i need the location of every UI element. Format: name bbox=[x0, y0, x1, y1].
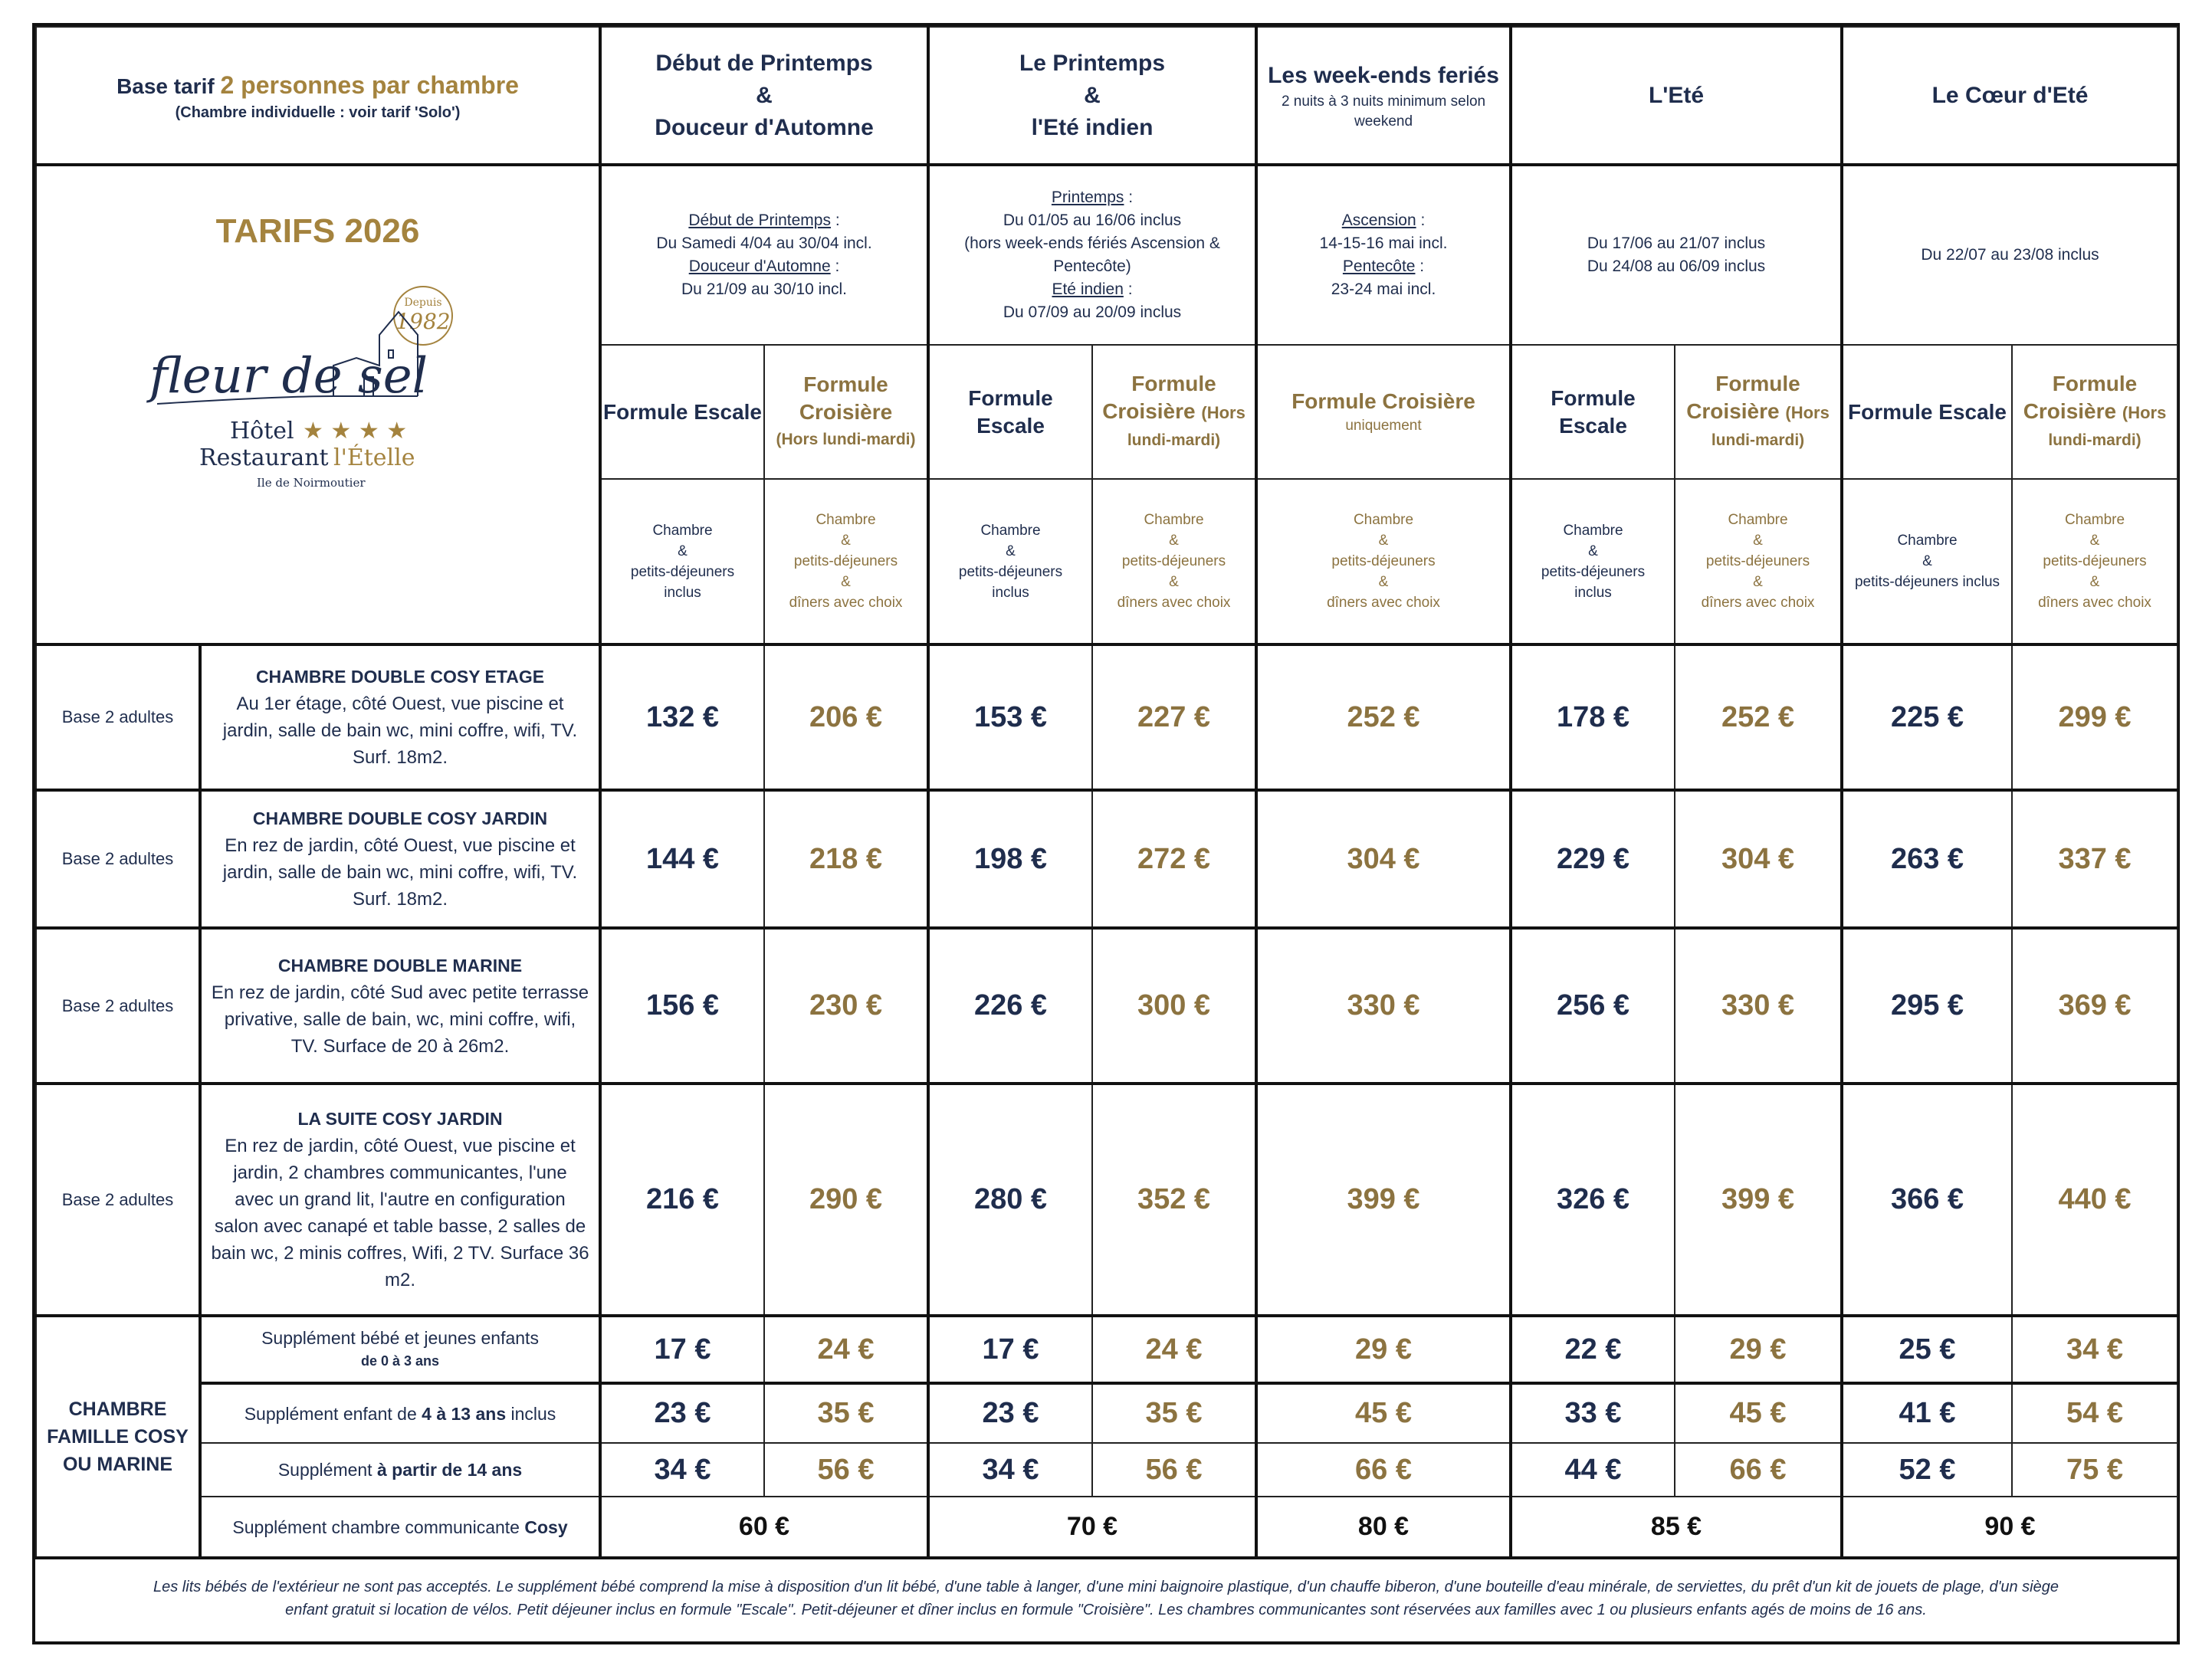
season-3-line3: weekend bbox=[1354, 113, 1413, 130]
logo-stars: ★ ★ ★ ★ bbox=[302, 418, 407, 444]
date-note-printemps-1: (hors week-ends fériés Ascension & bbox=[964, 234, 1220, 252]
dates-season-1: Début de Printemps : Du Samedi 4/04 au 30/04 incl. Douceur d'Automne : Du 21/09 au 30/10 incl. bbox=[600, 165, 928, 345]
room-title: CHAMBRE DOUBLE MARINE bbox=[277, 955, 523, 975]
date-text-printemps: Du 01/05 au 16/06 inclus bbox=[1003, 211, 1182, 229]
price-cell: 153 € bbox=[928, 644, 1092, 790]
inclus-croisiere-1: Chambre & petits-déjeuners & dîners avec choix bbox=[764, 479, 928, 644]
price-cell: 156 € bbox=[600, 928, 764, 1084]
date-coeur-ete: Du 22/07 au 23/08 inclus bbox=[1921, 246, 2099, 264]
room-row bbox=[36, 644, 2178, 790]
date-text-douceur: Du 21/09 au 30/10 incl. bbox=[681, 280, 848, 298]
supplement-row bbox=[36, 1316, 2178, 1383]
dates-season-4 bbox=[1511, 165, 1842, 345]
price-cell: 25 € bbox=[1842, 1316, 2012, 1383]
season-5-line1: Le Cœur d'Eté bbox=[1931, 82, 2089, 108]
footer-line-1: Les lits bébés de l'extérieur ne sont pas acceptés. Le supplément bébé comprend la mise à disposition d'un lit bébé, d'une table à langer, d'une mini baignoire plastique, d'un chauffe biberon, d'une bouteille d'eau minérale, de serviettes, du prêt d'un kit de jouets de plage, d'un siège bbox=[153, 1579, 2059, 1595]
room-row bbox=[36, 790, 2178, 928]
inclus-croisiere-2: Chambre & petits-déjeuners & dîners avec choix bbox=[1092, 479, 1256, 644]
price-cell: 178 € bbox=[1511, 644, 1675, 790]
price-cell: 330 € bbox=[1675, 928, 1842, 1084]
date-note-printemps-2: Pentecôte) bbox=[1053, 257, 1131, 275]
season-2-line3: l'Eté indien bbox=[1031, 114, 1154, 140]
season-1-line1: Début de Printemps bbox=[655, 50, 873, 76]
formule-croisiere-3: Formule Croisière uniquement bbox=[1256, 345, 1511, 479]
logo-hotel: Hôtel bbox=[229, 418, 294, 444]
tariff-sheet bbox=[32, 23, 2180, 1644]
price-cell: 304 € bbox=[1256, 790, 1511, 928]
price-cell: 304 € bbox=[1675, 790, 1842, 928]
price-cell: 330 € bbox=[1256, 928, 1511, 1084]
season-5-header bbox=[1842, 27, 2178, 165]
room-title: CHAMBRE DOUBLE COSY JARDIN bbox=[252, 808, 548, 828]
date-text-pentecote: 23-24 mai incl. bbox=[1331, 280, 1436, 298]
price-cell: 29 € bbox=[1256, 1316, 1511, 1383]
date-ete-1: Du 17/06 au 21/07 inclus bbox=[1587, 234, 1766, 252]
price-cell: 263 € bbox=[1842, 790, 2012, 928]
room-description: CHAMBRE DOUBLE COSY JARDIN En rez de jardin, côté Ouest, vue piscine et jardin, salle de bain wc, mini coffre, wifi, TV. Surf. 18m2. bbox=[200, 790, 600, 928]
price-cell: 290 € bbox=[764, 1084, 928, 1316]
price-cell: 33 € bbox=[1511, 1383, 1675, 1443]
communicante-row bbox=[36, 1497, 2178, 1558]
price-cell: 29 € bbox=[1675, 1316, 1842, 1383]
communicante-label: Supplément chambre communicante Cosy bbox=[200, 1497, 600, 1558]
price-cell: 75 € bbox=[2012, 1443, 2178, 1497]
date-text-ete-indien: Du 07/09 au 20/09 inclus bbox=[1003, 303, 1182, 321]
season-4-header bbox=[1511, 27, 1842, 165]
inclus-escale-2: Chambre & petits-déjeuners inclus bbox=[928, 479, 1092, 644]
season-2-header bbox=[928, 27, 1256, 165]
formule-escale-5: Formule Escale bbox=[1842, 345, 2012, 479]
price-cell: 56 € bbox=[764, 1443, 928, 1497]
price-cell: 369 € bbox=[2012, 928, 2178, 1084]
price-cell: 66 € bbox=[1256, 1443, 1511, 1497]
price-cell: 366 € bbox=[1842, 1084, 2012, 1316]
date-label-debut: Début de Printemps bbox=[688, 211, 831, 229]
date-text-ascension: 14-15-16 mai incl. bbox=[1319, 234, 1448, 252]
formule-escale-4: Formule Escale bbox=[1511, 345, 1675, 479]
price-cell: 216 € bbox=[600, 1084, 764, 1316]
date-label-printemps: Printemps bbox=[1051, 189, 1124, 206]
price-cell: 23 € bbox=[600, 1383, 764, 1443]
tariff-table bbox=[35, 26, 2178, 1559]
inclus-croisiere-4: Chambre & petits-déjeuners & dîners avec choix bbox=[1675, 479, 1842, 644]
price-cell: 337 € bbox=[2012, 790, 2178, 928]
price-cell: 85 € bbox=[1511, 1497, 1842, 1558]
date-label-douceur: Douceur d'Automne bbox=[688, 257, 831, 275]
logo-depuis: Depuis bbox=[403, 297, 442, 309]
price-cell: 230 € bbox=[764, 928, 928, 1084]
inclus-croisiere-3: Chambre & petits-déjeuners & dîners avec choix bbox=[1256, 479, 1511, 644]
formule-croisiere-4: Formule Croisière (Hors lundi-mardi) bbox=[1675, 345, 1842, 479]
room-row bbox=[36, 1084, 2178, 1316]
logo-cell bbox=[36, 165, 600, 644]
formule-croisiere-2: Formule Croisière (Hors lundi-mardi) bbox=[1092, 345, 1256, 479]
room-base: Base 2 adultes bbox=[36, 644, 200, 790]
logo-etelle: l'Ételle bbox=[333, 444, 415, 471]
price-cell: 252 € bbox=[1256, 644, 1511, 790]
date-label-pentecote: Pentecôte bbox=[1342, 257, 1416, 275]
logo-restaurant: Restaurant bbox=[199, 444, 329, 471]
season-2-line1: Le Printemps bbox=[1019, 50, 1166, 76]
footer-notes bbox=[35, 1565, 2177, 1641]
price-cell: 66 € bbox=[1675, 1443, 1842, 1497]
inclus-croisiere-5: Chambre & petits-déjeuners & dîners avec choix bbox=[2012, 479, 2178, 644]
price-cell: 399 € bbox=[1675, 1084, 1842, 1316]
base-tarif-cell bbox=[36, 27, 600, 165]
price-cell: 54 € bbox=[2012, 1383, 2178, 1443]
price-cell: 226 € bbox=[928, 928, 1092, 1084]
room-base: Base 2 adultes bbox=[36, 928, 200, 1084]
price-cell: 252 € bbox=[1675, 644, 1842, 790]
price-cell: 272 € bbox=[1092, 790, 1256, 928]
price-cell: 198 € bbox=[928, 790, 1092, 928]
famille-label: CHAMBRE FAMILLE COSY OU MARINE bbox=[36, 1316, 200, 1558]
logo-brand: fleur de sel bbox=[149, 348, 428, 405]
base-prefix: Base tarif bbox=[117, 74, 221, 98]
inclus-escale-1: Chambre & petits-déjeuners inclus bbox=[600, 479, 764, 644]
logo-castle-icon bbox=[103, 281, 533, 511]
footer-line-2: enfant gratuit si location de vélos. Petit déjeuner inclus en formule "Escale". Petit-déjeuner et dîner inclus en formule "Croisière". Les chambres communicantes sont réservées aux familles avec 1 ou plusieurs enfants agés de moins de 16 ans. bbox=[285, 1602, 1927, 1618]
price-cell: 299 € bbox=[2012, 644, 2178, 790]
room-description: CHAMBRE DOUBLE COSY ETAGE Au 1er étage, côté Ouest, vue piscine et jardin, salle de bain wc, mini coffre, wifi, TV. Surf. 18m2. bbox=[200, 644, 600, 790]
price-cell: 225 € bbox=[1842, 644, 2012, 790]
price-cell: 352 € bbox=[1092, 1084, 1256, 1316]
supplement-label: Supplément à partir de 14 ans bbox=[200, 1443, 600, 1497]
price-cell: 132 € bbox=[600, 644, 764, 790]
season-3-header bbox=[1256, 27, 1511, 165]
season-2-line2: & bbox=[1084, 82, 1101, 108]
price-cell: 34 € bbox=[928, 1443, 1092, 1497]
price-cell: 35 € bbox=[1092, 1383, 1256, 1443]
price-cell: 70 € bbox=[928, 1497, 1256, 1558]
season-1-line3: Douceur d'Automne bbox=[655, 114, 874, 140]
formule-croisiere-1: Formule Croisière (Hors lundi-mardi) bbox=[764, 345, 928, 479]
price-cell: 399 € bbox=[1256, 1084, 1511, 1316]
price-cell: 300 € bbox=[1092, 928, 1256, 1084]
price-cell: 44 € bbox=[1511, 1443, 1675, 1497]
room-description: LA SUITE COSY JARDIN En rez de jardin, côté Ouest, vue piscine et jardin, 2 chambres communicantes, l'une avec un grand lit, l'autre en configuration salon avec canapé et table basse, 2 salles de bain wc, 2 minis coffres, Wifi, 2 TV. Surface 36 m2. bbox=[200, 1084, 600, 1316]
hotel-logo bbox=[103, 281, 533, 511]
room-row bbox=[36, 928, 2178, 1084]
dates-season-3: Ascension : 14-15-16 mai incl. Pentecôte : 23-24 mai incl. bbox=[1256, 165, 1511, 345]
price-cell: 440 € bbox=[2012, 1084, 2178, 1316]
formule-escale-2: Formule Escale bbox=[928, 345, 1092, 479]
date-label-ete-indien: Eté indien bbox=[1052, 280, 1124, 298]
price-cell: 52 € bbox=[1842, 1443, 2012, 1497]
price-cell: 34 € bbox=[2012, 1316, 2178, 1383]
logo-place: Ile de Noirmoutier bbox=[256, 476, 366, 490]
price-cell: 326 € bbox=[1511, 1084, 1675, 1316]
price-cell: 280 € bbox=[928, 1084, 1092, 1316]
room-title: LA SUITE COSY JARDIN bbox=[297, 1109, 503, 1129]
price-cell: 34 € bbox=[600, 1443, 764, 1497]
price-cell: 22 € bbox=[1511, 1316, 1675, 1383]
price-cell: 24 € bbox=[764, 1316, 928, 1383]
price-cell: 295 € bbox=[1842, 928, 2012, 1084]
season-1-header bbox=[600, 27, 928, 165]
logo-year: 1982 bbox=[395, 309, 451, 334]
supplement-row bbox=[36, 1383, 2178, 1443]
formule-escale-1: Formule Escale bbox=[600, 345, 764, 479]
price-cell: 23 € bbox=[928, 1383, 1092, 1443]
supplement-row bbox=[36, 1443, 2178, 1497]
price-cell: 256 € bbox=[1511, 928, 1675, 1084]
price-cell: 24 € bbox=[1092, 1316, 1256, 1383]
price-cell: 90 € bbox=[1842, 1497, 2178, 1558]
formule-croisiere-5: Formule Croisière (Hors lundi-mardi) bbox=[2012, 345, 2178, 479]
price-cell: 17 € bbox=[928, 1316, 1092, 1383]
season-3-line2: 2 nuits à 3 nuits minimum selon bbox=[1281, 93, 1486, 110]
inclus-escale-4: Chambre & petits-déjeuners inclus bbox=[1511, 479, 1675, 644]
supplement-label: Supplément enfant de 4 à 13 ans inclus bbox=[200, 1383, 600, 1443]
price-cell: 35 € bbox=[764, 1383, 928, 1443]
room-base: Base 2 adultes bbox=[36, 790, 200, 928]
price-cell: 60 € bbox=[600, 1497, 928, 1558]
price-cell: 17 € bbox=[600, 1316, 764, 1383]
dates-season-2: Printemps : Du 01/05 au 16/06 inclus (hors week-ends fériés Ascension & Pentecôte) Eté indien : Du 07/09 au 20/09 inclus bbox=[928, 165, 1256, 345]
price-cell: 144 € bbox=[600, 790, 764, 928]
room-description: CHAMBRE DOUBLE MARINE En rez de jardin, côté Sud avec petite terrasse privative, salle de bain, wc, mini coffre, wifi, TV. Surface de 20 à 26m2. bbox=[200, 928, 600, 1084]
inclus-escale-5: Chambre & petits-déjeuners inclus bbox=[1842, 479, 2012, 644]
base-note: (Chambre individuelle : voir tarif 'Solo') bbox=[175, 103, 461, 121]
price-cell: 41 € bbox=[1842, 1383, 2012, 1443]
price-cell: 206 € bbox=[764, 644, 928, 790]
price-cell: 45 € bbox=[1675, 1383, 1842, 1443]
supplement-label: Supplément bébé et jeunes enfants de 0 à 3 ans bbox=[200, 1316, 600, 1383]
room-base: Base 2 adultes bbox=[36, 1084, 200, 1316]
season-4-line1: L'Eté bbox=[1648, 82, 1705, 108]
season-3-line1: Les week-ends feriés bbox=[1268, 62, 1499, 88]
price-cell: 218 € bbox=[764, 790, 928, 928]
price-cell: 45 € bbox=[1256, 1383, 1511, 1443]
season-1-line2: & bbox=[756, 82, 773, 108]
price-cell: 80 € bbox=[1256, 1497, 1511, 1558]
dates-season-5 bbox=[1842, 165, 2178, 345]
date-label-ascension: Ascension bbox=[1341, 211, 1416, 229]
date-ete-2: Du 24/08 au 06/09 inclus bbox=[1587, 257, 1766, 275]
price-cell: 227 € bbox=[1092, 644, 1256, 790]
date-text-debut: Du Samedi 4/04 au 30/04 incl. bbox=[656, 234, 872, 252]
price-cell: 229 € bbox=[1511, 790, 1675, 928]
price-cell: 56 € bbox=[1092, 1443, 1256, 1497]
room-title: CHAMBRE DOUBLE COSY ETAGE bbox=[255, 667, 545, 687]
tarifs-title: TARIFS 2026 bbox=[215, 212, 420, 250]
base-highlight: 2 personnes par chambre bbox=[220, 70, 519, 99]
